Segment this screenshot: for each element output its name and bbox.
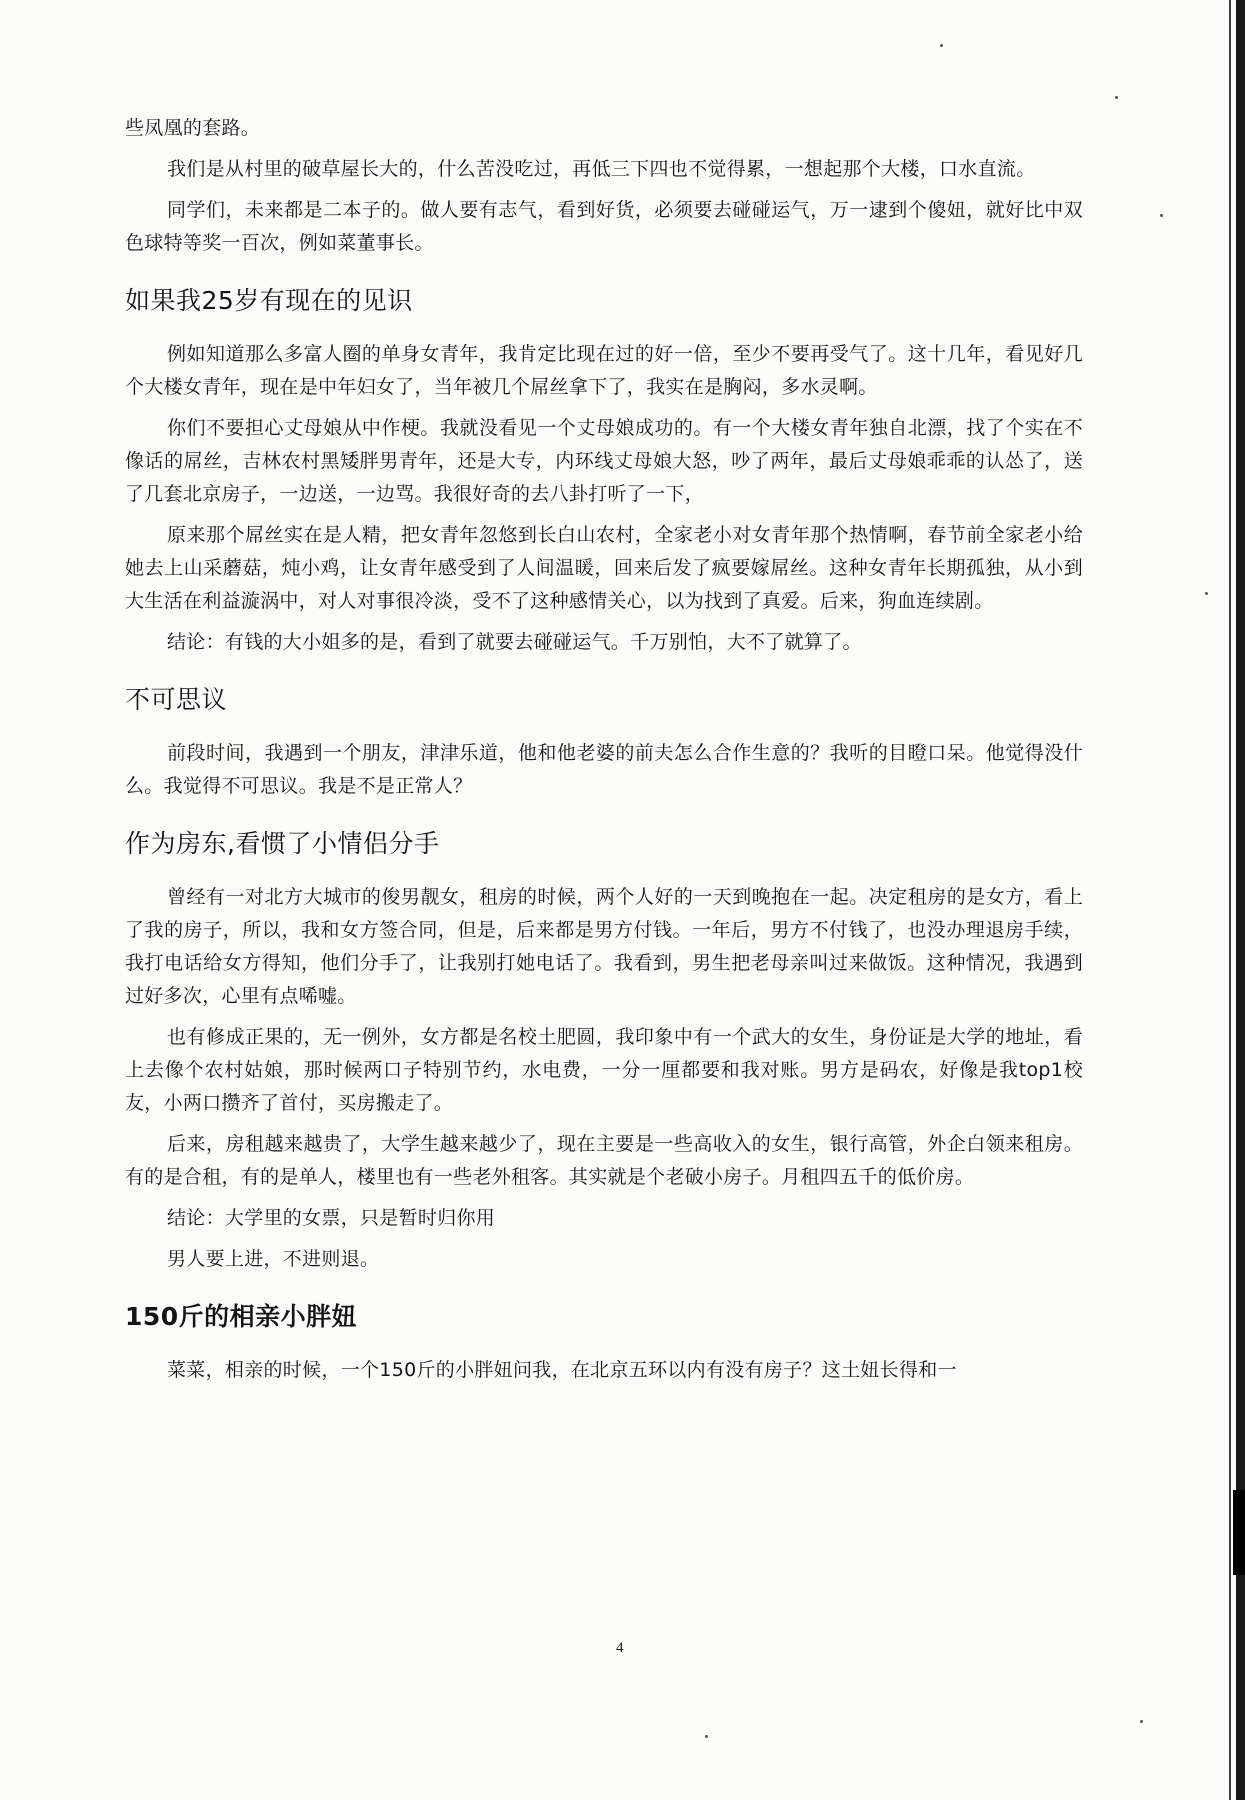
- paragraph: 前段时间，我遇到一个朋友，津津乐道，他和他老婆的前夫怎么合作生意的？我听的目瞪口呆。他觉得没什么。我觉得不可思议。我是不是正常人？: [125, 742, 1083, 797]
- paragraph: 原来那个屌丝实在是人精，把女青年忽悠到长白山农村，全家老小对女青年那个热情啊，春节前全家老小给她去上山采蘑菇，炖小鸡，让女青年感受到了人间温暖，回来后发了疯要嫁屌丝。这种女青年长期孤独，从小到大生活在利益漩涡中，对人对事很冷淡，受不了这种感情关心，以为找到了真爱。后来，狗血连续剧。: [125, 524, 1083, 612]
- paragraph: 例如知道那么多富人圈的单身女青年，我肯定比现在过的好一倍，至少不要再受气了。这十几年，看见好几个大楼女青年，现在是中年妇女了，当年被几个屌丝拿下了，我实在是胸闷，多水灵啊。: [125, 343, 1083, 398]
- paragraph: 男人要上进，不进则退。: [167, 1248, 380, 1270]
- section-heading: 150斤的相亲小胖妞: [125, 1302, 358, 1331]
- scan-speck: [1205, 592, 1208, 595]
- paragraph: 你们不要担心丈母娘从中作梗。我就没看见一个丈母娘成功的。有一个大楼女青年独自北漂，找了个实在不像话的屌丝，吉林农村黑矮胖男青年，还是大专，内环线丈母娘大怒，吵了两年，最后丈母娘乖乖的认怂了，送了几套北京房子，一边送，一边骂。我很好奇的去八卦打听了一下，: [125, 417, 1083, 505]
- page-number: 4: [616, 1640, 624, 1656]
- paragraph: 菜菜，相亲的时候，一个150斤的小胖妞问我，在北京五环以内有没有房子？这土妞长得和一: [167, 1359, 957, 1381]
- scan-speck: [940, 44, 943, 47]
- paragraph: 同学们，未来都是二本子的。做人要有志气，看到好货，必须要去碰碰运气，万一逮到个傻妞，就好比中双色球特等奖一百次，例如菜董事长。: [125, 199, 1083, 254]
- scan-speck: [1160, 214, 1163, 217]
- paragraph: 曾经有一对北方大城市的俊男靓女，租房的时候，两个人好的一天到晚抱在一起。决定租房的是女方，看上了我的房子，所以，我和女方签合同，但是，后来都是男方付钱。一年后，男方不付钱了，也没办理退房手续，我打电话给女方得知，他们分手了，让我别打她电话了。我看到，男生把老母亲叫过来做饭。这种情况，我遇到过好多次，心里有点唏嘘。: [125, 886, 1083, 1007]
- paragraph: 结论：大学里的女票，只是暂时归你用: [167, 1207, 496, 1229]
- paragraph: 结论：有钱的大小姐多的是，看到了就要去碰碰运气。千万别怕，大不了就算了。: [167, 631, 862, 653]
- paragraph: 也有修成正果的，无一例外，女方都是名校土肥圆，我印象中有一个武大的女生，身份证是大学的地址，看上去像个农村姑娘，那时候两口子特别节约，水电费，一分一厘都要和我对账。男方是码农，好像是我top1校友，小两口攒齐了首付，买房搬走了。: [125, 1026, 1083, 1114]
- scan-speck: [705, 1735, 708, 1738]
- section-heading: 不可思议: [125, 685, 228, 714]
- scan-edge-block: [1233, 1490, 1245, 1575]
- paragraph: 后来，房租越来越贵了，大学生越来越少了，现在主要是一些高收入的女生，银行高管，外企白领来租房。有的是合租，有的是单人，楼里也有一些老外租客。其实就是个老破小房子。月租四五千的低价房。: [125, 1133, 1083, 1188]
- section-heading: 如果我25岁有现在的见识: [125, 286, 413, 315]
- paragraph: 我们是从村里的破草屋长大的，什么苦没吃过，再低三下四也不觉得累，一想起那个大楼，口水直流。: [167, 158, 1036, 180]
- scan-edge-line: [1229, 0, 1231, 1800]
- scan-speck: [1140, 1720, 1143, 1723]
- section-heading: 作为房东,看惯了小情侣分手: [125, 829, 440, 858]
- paragraph: 些凤凰的套路。: [125, 117, 261, 139]
- page-content: [125, 112, 1083, 1395]
- scan-speck: [1115, 96, 1118, 99]
